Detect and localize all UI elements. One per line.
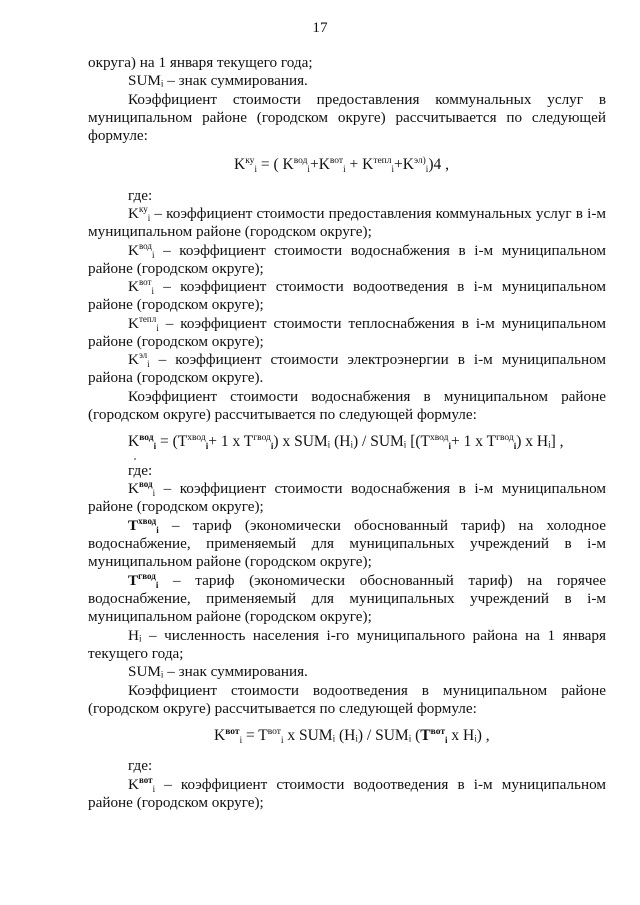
intro-line-2: SUMᵢ – знак суммирования. xyxy=(128,72,308,89)
vod-definition-3-line-2: водоснабжение, применяемый для муниципальных учреждений в i-м xyxy=(88,590,606,607)
ku-where-label: где: xyxy=(128,187,153,204)
intro-line-1: округа) на 1 января текущего года; xyxy=(88,54,313,71)
vod-definition-1-line-2: районе (городском округе); xyxy=(88,498,264,515)
vot-where-label: где: xyxy=(128,757,153,774)
ku-definition-3-line-2: районе (городском округе); xyxy=(88,296,264,313)
ku-paragraph-line-1: Коэффициент стоимости предоставления коммунальных услуг в xyxy=(128,91,606,108)
vot-paragraph-line-2: (городском округе) рассчитывается по следующей формуле: xyxy=(88,700,477,717)
vod-paragraph-line-1: Коэффициент стоимости водоснабжения в муниципальном районе xyxy=(128,388,606,405)
ku-definition-2-line-2: районе (городском округе); xyxy=(88,260,264,277)
ku-definition-1: $K^{ку}_i$ – коэффициент стоимости предоставления коммунальных услуг в i-м xyxy=(128,204,606,223)
ku-definition-4-line-2: районе (городском округе); xyxy=(88,333,264,350)
vod-population-line-2: текущего года; xyxy=(88,645,184,662)
vod-definition-2-line-3: муниципальном районе (городском округе); xyxy=(88,553,372,570)
ku-definition-3: $K^{вот}_i$ – коэффициент стоимости водоотведения в i-м муниципальном xyxy=(128,277,607,296)
vod-where-label: где: xyxy=(128,462,153,479)
vod-definition-1: $K^{вод}_i$ – коэффициент стоимости водоснабжения в i-м муниципальном xyxy=(128,479,607,498)
formula-vod: $K^{вод}_i = (T^{хвод}_i+ 1$ x $T^{гвод}_i$) x SUMᵢ (Hᵢ) / SUMᵢ [($T^{хвод}_i+ 1$ x $T^{гвод}_i$) x Hᵢ] , xyxy=(128,433,564,451)
ku-definition-5: $K^{эл}_i$ – коэффициент стоимости электроэнергии в i-м муниципальном xyxy=(128,350,607,369)
ku-definition-5-line-2: района (городском округе). xyxy=(88,369,264,386)
vod-population-line-1: Hᵢ – численность населения i-го муниципального района на 1 января xyxy=(128,627,606,644)
vot-definition-1-line-2: районе (городском округе); xyxy=(88,794,264,811)
vot-paragraph-line-1: Коэффициент стоимости водоотведения в муниципальном районе xyxy=(128,682,606,699)
vod-sum-line: SUMᵢ – знак суммирования. xyxy=(128,663,308,680)
vot-definition-1: $K^{вот}_i$ – коэффициент стоимости водоотведения в i-м муниципальном xyxy=(128,775,607,794)
speck xyxy=(134,458,136,460)
vod-definition-2: $T^{хвод}_i$ – тариф (экономически обоснованный тариф) на холодное xyxy=(128,516,607,535)
ku-paragraph-line-3: формуле: xyxy=(88,127,148,144)
ku-definition-2: $K^{вод}_i$ – коэффициент стоимости водоснабжения в i-м муниципальном xyxy=(128,241,607,260)
formula-vot: $K^{вот}_i = T^{вот}_i$ x SUMᵢ (Hᵢ) / SUMᵢ ($T^{вот}_i$ x Hᵢ) , xyxy=(214,727,490,745)
vod-definition-3-line-3: муниципальном районе (городском округе); xyxy=(88,608,372,625)
vod-definition-3: $T^{гвод}_i$ – тариф (экономически обоснованный тариф) на горячее xyxy=(128,571,606,590)
ku-paragraph-line-2: муниципальном районе (городском округе) рассчитывается по следующей xyxy=(88,109,606,126)
vod-definition-2-line-2: водоснабжение, применяемый для муниципальных учреждений в i-м xyxy=(88,535,606,552)
formula-ku: $K^{ку}_i$ = ( $K^{вод}_i+K^{вот}_i + K^{тепл}_i+K^{эл)}_i)4$ , xyxy=(234,156,449,174)
ku-definition-4: $K^{тепл}_i$ – коэффициент стоимости теплоснабжения в i-м муниципальном xyxy=(128,314,606,333)
page-number: 17 xyxy=(312,19,328,36)
vod-paragraph-line-2: (городском округе) рассчитывается по следующей формуле: xyxy=(88,406,477,423)
ku-definition-1-line-2: муниципальном районе (городском округе); xyxy=(88,223,372,240)
